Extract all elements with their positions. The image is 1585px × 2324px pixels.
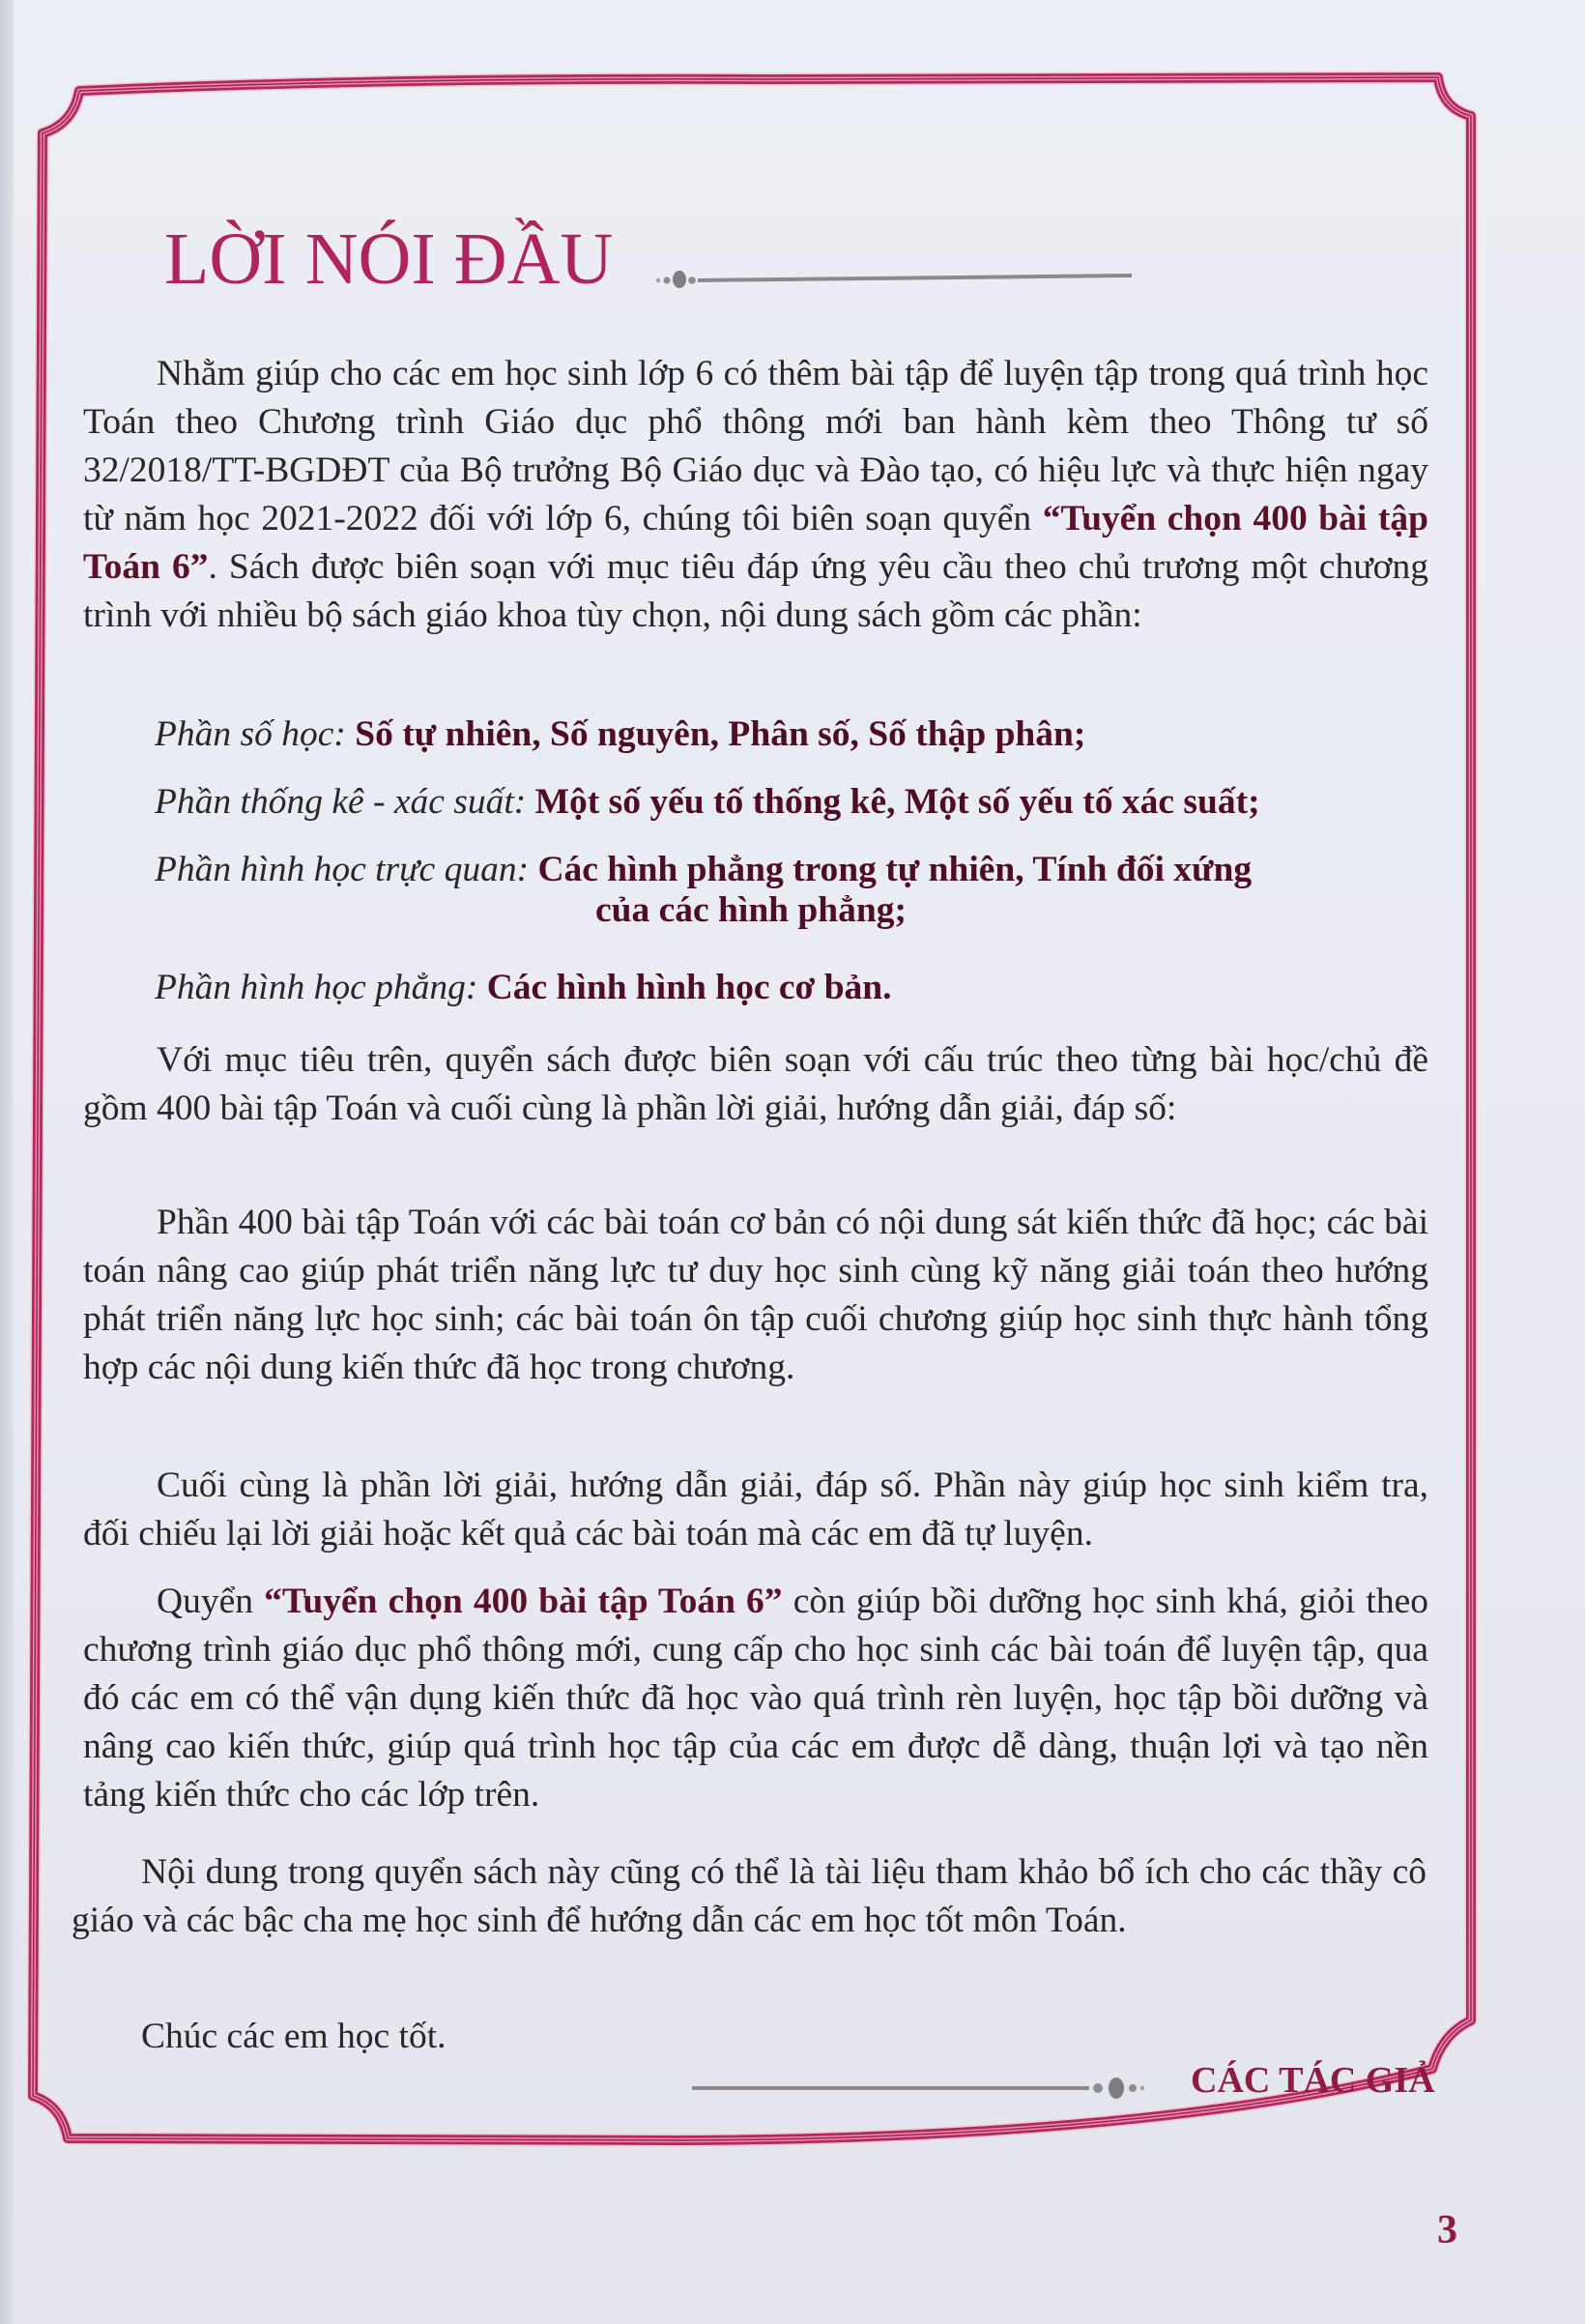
solutions-paragraph: Cuối cùng là phần lời giải, hướng dẫn giải, đáp số. Phần này giúp học sinh kiểm tra, đối chiếu lại lời giải hoặc kết quả các bài toán mà các em đã tự luyện. bbox=[83, 1466, 1428, 1554]
section-item: Phần hình học phẳng: Các hình hình học cơ bản. bbox=[155, 968, 892, 1007]
section-item: Phần số học: Số tự nhiên, Số nguyên, Phân số, Số thập phân; bbox=[155, 714, 1086, 754]
section-item-continuation: của các hình phẳng; bbox=[595, 890, 907, 930]
intro-paragraph: Nhằm giúp cho các em học sinh lớp 6 có thêm bài tập để luyện tập trong quá trình học Toán theo Chương trình Giáo dục phổ thông mới ban hành kèm theo Thông tư số 32/2018/TT-BGDĐT của Bộ trưởng Bộ Giáo dục và Đào tạo, có hiệu lực và thực hiện ngay từ năm học 2021-2022 đối với lớp 6, chúng tôi biên soạn quyển “Tuyển chọn 400 bài tập Toán 6”. Sách được biên soạn với mục tiêu đáp ứng yêu cầu theo chủ trương một chương trình với nhiều bộ sách giáo khoa tùy chọn, nội dung sách gồm các phần: bbox=[83, 354, 1428, 635]
page-title: LỜI NÓI ĐẦU bbox=[164, 218, 614, 300]
purpose-paragraph: Quyển “Tuyển chọn 400 bài tập Toán 6” còn giúp bồi dưỡng học sinh khá, giỏi theo chương trình giáo dục phổ thông mới, cung cấp cho học sinh các bài toán để luyện tập, qua đó các em có thể vận dụng kiến thức đã học vào quá trình rèn luyện, học tập bồi dưỡng và nâng cao kiến thức, giúp quá trình học tập của các em được dễ dàng, thuận lợi và tạo nền tảng kiến thức cho các lớp trên. bbox=[83, 1582, 1428, 1815]
book-title-emphasis: “Tuyển chọn 400 bài tập Toán 6” bbox=[264, 1582, 783, 1621]
closing-line: Chúc các em học tốt. bbox=[141, 2017, 447, 2056]
dotted-line-ornament-icon bbox=[653, 263, 1137, 292]
page-number: 3 bbox=[1437, 2208, 1457, 2252]
reference-paragraph: Nội dung trong quyển sách này cũng có thể là tài liệu tham khảo bổ ích cho các thầy cô giáo và các bậc cha mẹ học sinh để hướng dẫn các em học tốt môn Toán. bbox=[72, 1852, 1426, 1940]
section-item: Phần thống kê - xác suất: Một số yếu tố thống kê, Một số yếu tố xác suất; bbox=[155, 782, 1260, 822]
structure-paragraph: Với mục tiêu trên, quyển sách được biên soạn với cấu trúc theo từng bài học/chủ đề gồm 400 bài tập Toán và cuối cùng là phần lời giải, hướng dẫn giải, đáp số: bbox=[83, 1040, 1428, 1128]
book-title-emphasis: “Tuyển chọn 400 bài tập Toán 6” bbox=[83, 499, 1428, 587]
authors-signature: CÁC TÁC GIẢ bbox=[1191, 2060, 1435, 2101]
exercises-paragraph: Phần 400 bài tập Toán với các bài toán cơ bản có nội dung sát kiến thức đã học; các bài toán nâng cao giúp phát triển năng lực tư duy học sinh cùng kỹ năng giải toán theo hướng phát triển năng lực học sinh; các bài toán ôn tập cuối chương giúp học sinh thực hành tổng hợp các nội dung kiến thức đã học trong chương. bbox=[83, 1203, 1428, 1387]
dotted-line-ornament-icon bbox=[688, 2069, 1176, 2102]
section-item: Phần hình học trực quan: Các hình phẳng trong tự nhiên, Tính đối xứng của các hình phẳng; bbox=[155, 850, 1253, 930]
